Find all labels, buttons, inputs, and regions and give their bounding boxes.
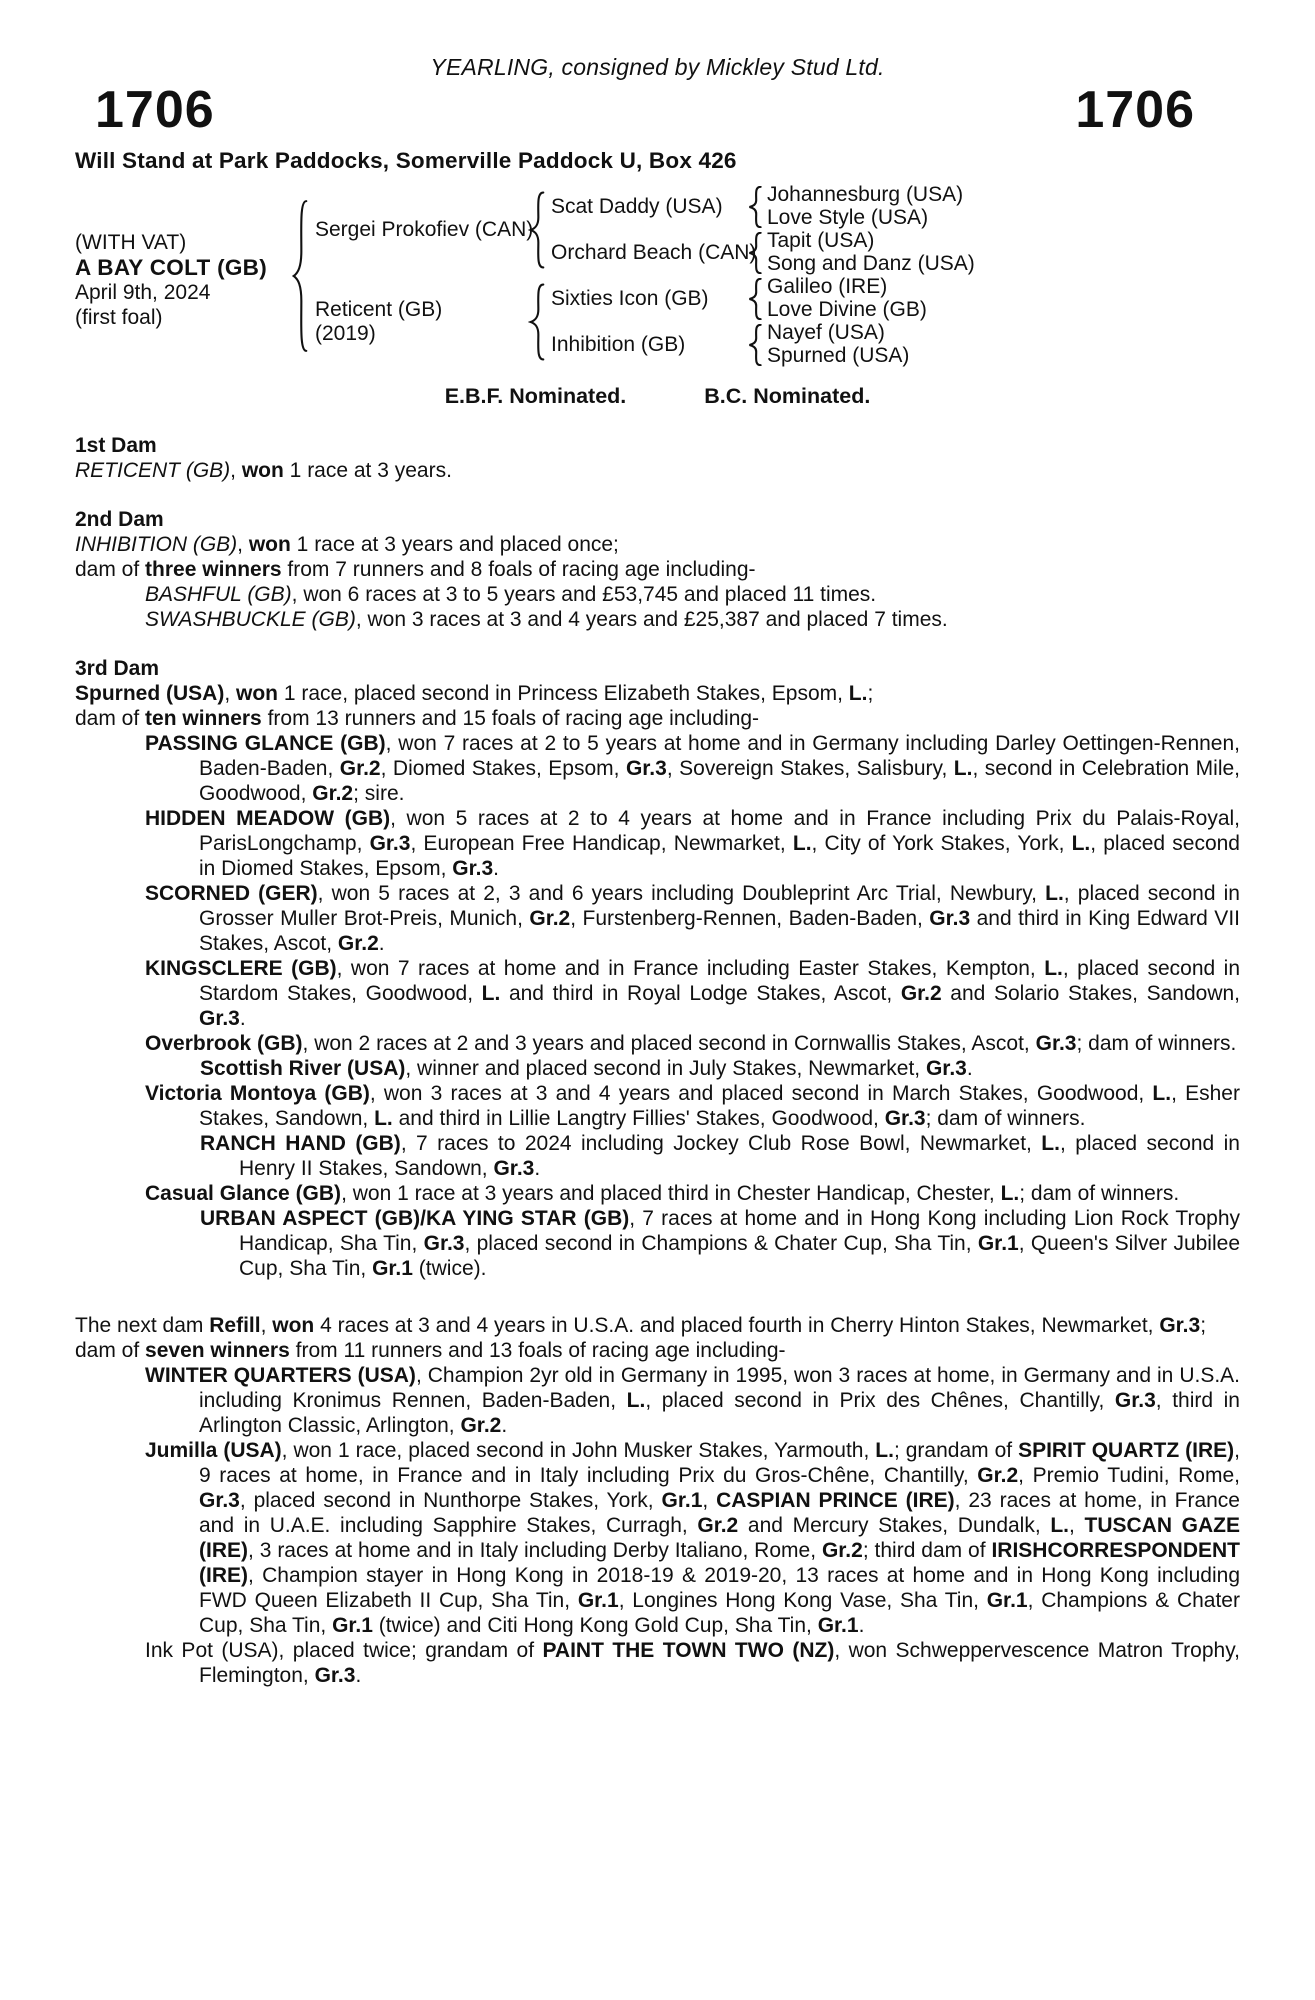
- catalog-paragraph: The next dam Refill, won 4 races at 3 and 4 years in U.S.A. and placed fourth in Cherry Hinton Stakes, Newmarket, Gr.3;: [75, 1313, 1207, 1337]
- dam-heading: 1st Dam: [75, 433, 157, 457]
- dam-name-line: Reticent (GB): [315, 297, 443, 321]
- catalog-paragraph: RANCH HAND (GB), 7 races to 2024 including Jockey Club Rose Bowl, Newmarket, L., placed second in Henry II Stakes, Sandown, Gr.3.: [200, 1131, 1240, 1180]
- dam-section: [75, 507, 1240, 632]
- bc-nomination: B.C. Nominated.: [704, 383, 871, 408]
- granddam-2: Inhibition (GB): [551, 332, 686, 356]
- pedigree-brace-g2c: [747, 276, 767, 322]
- catalog-paragraph: dam of three winners from 7 runners and 8 foals of racing age including-: [75, 557, 756, 581]
- ggdam-1: Love Style (USA): [767, 206, 929, 230]
- catalog-paragraph: HIDDEN MEADOW (GB), won 5 races at 2 to 4 years at home and in France including Prix du Palais-Royal, ParisLongchamp, Gr.3, European Free Handicap, Newmarket, L., City of York Stakes, York, L., placed second in Diomed Stakes, Epsom, Gr.3.: [145, 806, 1240, 880]
- catalog-paragraph: Ink Pot (USA), placed twice; grandam of PAINT THE TOWN TWO (NZ), won Schweppervescence Matron Trophy, Flemington, Gr.3.: [145, 1638, 1240, 1687]
- grandsire-1: Scat Daddy (USA): [551, 194, 723, 218]
- catalog-paragraph: Overbrook (GB), won 2 races at 2 and 3 years and placed second in Cornwallis Stakes, Ascot, Gr.3; dam of winners.: [145, 1031, 1237, 1055]
- pedigree-table: [75, 184, 1240, 368]
- sire-name: Sergei Prokofiev (CAN): [315, 217, 534, 241]
- ggdam-3: Love Divine (GB): [767, 298, 927, 322]
- dam-name: [315, 276, 527, 368]
- catalog-paragraph: WINTER QUARTERS (USA), Champion 2yr old in Germany in 1995, won 3 races at home, in Germany and in U.S.A. including Kronimus Rennen, Baden-Baden, L., placed second in Prix des Chênes, Chantilly, Gr.3, third in Arlington Classic, Arlington, Gr.2.: [145, 1363, 1240, 1437]
- catalog-paragraph: dam of seven winners from 11 runners and 13 foals of racing age including-: [75, 1338, 786, 1362]
- grandsire-2: Sixties Icon (GB): [551, 286, 709, 310]
- catalog-paragraph: Jumilla (USA), won 1 race, placed second in John Musker Stakes, Yarmouth, L.; grandam of SPIRIT QUARTZ (IRE), 9 races at home, in France and in Italy including Prix du Gros-Chêne, Chantilly, Gr.2, Premio Tudini, Rome, Gr.3, placed second in Nunthorpe Stakes, York, Gr.1, CASPIAN PRINCE (IRE), 23 races at home, in France and in U.A.E. including Sapphire Stakes, Curragh, Gr.2 and Mercury Stakes, Dundalk, L., TUSCAN GAZE (IRE), 3 races at home and in Italy including Derby Italiano, Rome, Gr.2; third dam of IRISHCORRESPONDENT (IRE), Champion stayer in Hong Kong in 2018-19 & 2019-20, 13 races at home and in Hong Kong including FWD Queen Elizabeth II Cup, Sha Tin, Gr.1, Longines Hong Kong Vase, Sha Tin, Gr.1, Champions & Chater Cup, Sha Tin, Gr.1 (twice) and Citi Hong Kong Gold Cup, Sha Tin, Gr.1.: [145, 1438, 1241, 1637]
- ggdam-2: Song and Danz (USA): [767, 252, 975, 276]
- dam-heading: 2nd Dam: [75, 507, 164, 531]
- stand-location-line: Will Stand at Park Paddocks, Somerville Paddock U, Box 426: [75, 147, 737, 173]
- pedigree-brace-g2d: [747, 322, 767, 368]
- granddam-1: Orchard Beach (CAN): [551, 240, 757, 264]
- pedigree-brace-main: [289, 184, 315, 368]
- lot-number-row: [75, 83, 1240, 138]
- catalog-paragraph: INHIBITION (GB), won 1 race at 3 years and placed once;: [75, 532, 619, 556]
- catalog-body: [75, 433, 1240, 1688]
- colt-description: A BAY COLT (GB): [75, 254, 268, 280]
- ggdam-4: Spurned (USA): [767, 344, 910, 368]
- catalog-paragraph: SWASHBUCKLE (GB), won 3 races at 3 and 4 years and £25,387 and placed 7 times.: [145, 607, 948, 631]
- catalog-paragraph: URBAN ASPECT (GB)/KA YING STAR (GB), 7 races at home and in Hong Kong including Lion Rock Trophy Handicap, Sha Tin, Gr.3, placed second in Champions & Chater Cup, Sha Tin, Gr.1, Queen's Silver Jubilee Cup, Sha Tin, Gr.1 (twice).: [200, 1206, 1240, 1280]
- ggsire-2: Tapit (USA): [767, 229, 875, 253]
- ggsire-1: Johannesburg (USA): [767, 183, 964, 207]
- dam-section: [75, 1313, 1240, 1688]
- dam-section: [75, 433, 1240, 483]
- dam-heading: 3rd Dam: [75, 656, 160, 680]
- ebf-nomination: E.B.F. Nominated.: [444, 383, 627, 408]
- consignor-line: YEARLING, consigned by Mickley Stud Ltd.: [430, 54, 885, 80]
- dam-section: [75, 656, 1240, 1281]
- ggsire-3: Galileo (IRE): [767, 275, 888, 299]
- ggsire-4: Nayef (USA): [767, 321, 885, 345]
- catalog-paragraph: Casual Glance (GB), won 1 race at 3 years and placed third in Chester Handicap, Chester, L.; dam of winners.: [145, 1181, 1180, 1205]
- pedigree-brace-sire: [527, 184, 551, 276]
- pedigree-brace-g2a: [747, 184, 767, 230]
- catalog-page: [75, 0, 1240, 1688]
- catalog-paragraph: Scottish River (USA), winner and placed second in July Stakes, Newmarket, Gr.3.: [200, 1056, 973, 1080]
- catalog-paragraph: BASHFUL (GB), won 6 races at 3 to 5 years and £53,745 and placed 11 times.: [145, 582, 877, 606]
- catalog-paragraph: SCORNED (GER), won 5 races at 2, 3 and 6 years including Doubleprint Arc Trial, Newbury, L., placed second in Grosser Muller Brot-Preis, Munich, Gr.2, Furstenberg-Rennen, Baden-Baden, Gr.3 and third in King Edward VII Stakes, Ascot, Gr.2.: [145, 881, 1240, 955]
- catalog-paragraph: Spurned (USA), won 1 race, placed second in Princess Elizabeth Stakes, Epsom, L.;: [75, 681, 874, 705]
- pedigree-brace-dam: [527, 276, 551, 368]
- catalog-paragraph: dam of ten winners from 13 runners and 15 foals of racing age including-: [75, 706, 760, 730]
- lot-number-right: 1706: [1075, 81, 1195, 139]
- catalog-paragraph: RETICENT (GB), won 1 race at 3 years.: [75, 458, 452, 482]
- nominations-row: [75, 384, 1240, 409]
- colt-info: [75, 230, 289, 329]
- catalog-paragraph: PASSING GLANCE (GB), won 7 races at 2 to 5 years at home and in Germany including Darley Oettingen-Rennen, Baden-Baden, Gr.2, Diomed Stakes, Epsom, Gr.3, Sovereign Stakes, Salisbury, L., second in Celebration Mile, Goodwood, Gr.2; sire.: [145, 731, 1240, 805]
- catalog-paragraph: KINGSCLERE (GB), won 7 races at home and in France including Easter Stakes, Kempton, L., placed second in Stardom Stakes, Goodwood, L. and third in Royal Lodge Stakes, Ascot, Gr.2 and Solario Stakes, Sandown, Gr.3.: [145, 956, 1240, 1030]
- pedigree-brace-g2b: [747, 230, 767, 276]
- foaling-date: April 9th, 2024: [75, 280, 211, 304]
- foal-note: (first foal): [75, 305, 163, 329]
- vat-note: (WITH VAT): [75, 230, 187, 254]
- catalog-paragraph: Victoria Montoya (GB), won 3 races at 3 and 4 years and placed second in March Stakes, Goodwood, L., Esher Stakes, Sandown, L. and third in Lillie Langtry Fillies' Stakes, Goodwood, Gr.3; dam of winners.: [145, 1081, 1240, 1130]
- lot-number-left: 1706: [95, 81, 215, 139]
- dam-year: (2019): [315, 321, 376, 345]
